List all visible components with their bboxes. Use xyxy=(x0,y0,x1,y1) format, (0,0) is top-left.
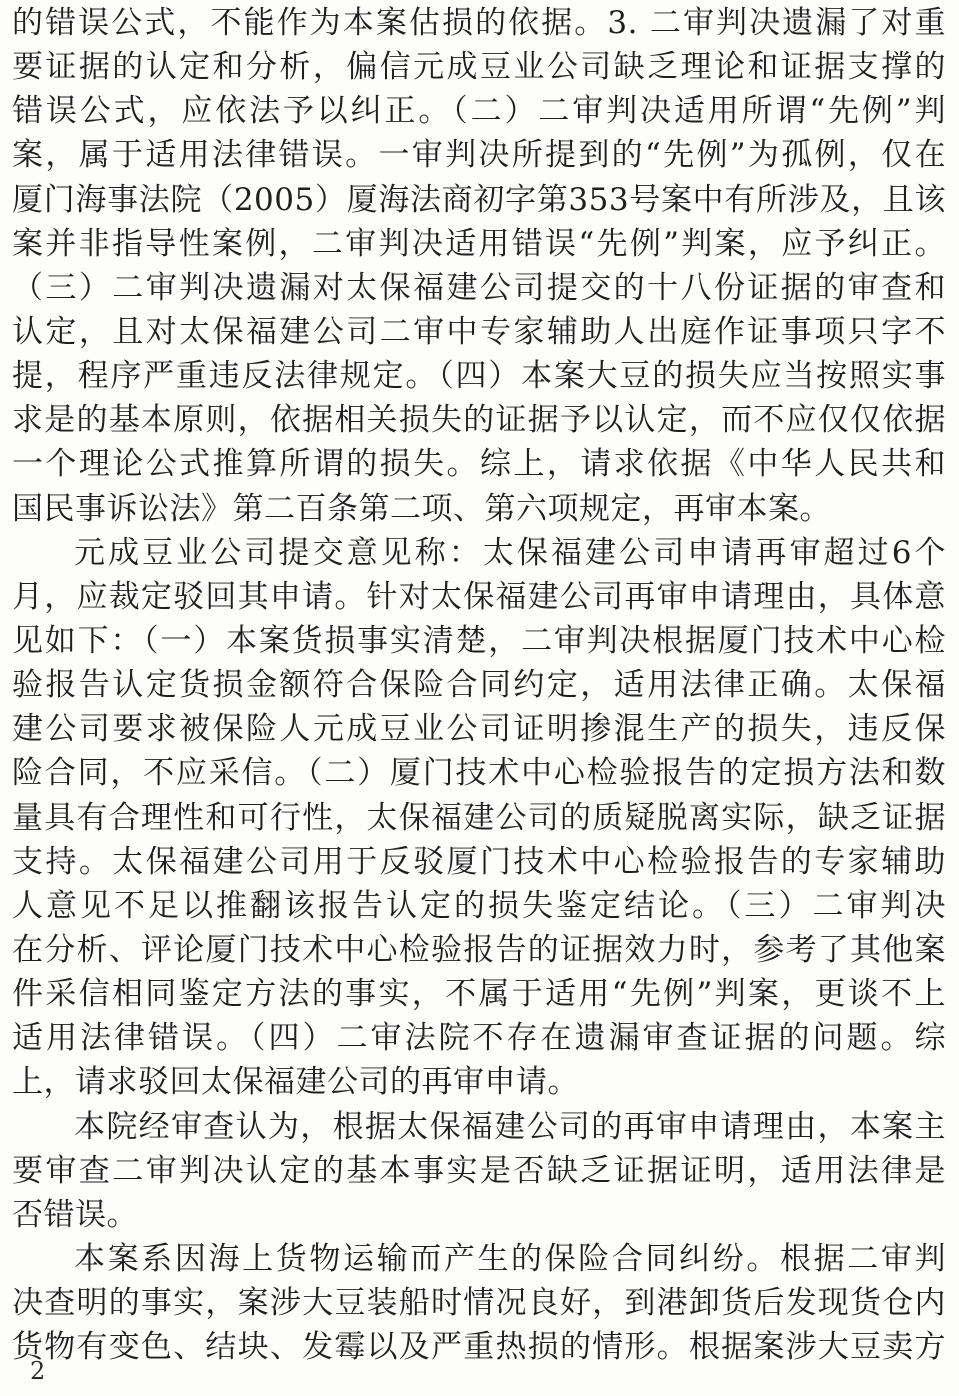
text-line: 验报告认定货损金额符合保险合同约定，适用法律正确。太保福 xyxy=(12,667,946,703)
text-line: 见如下：（一）本案货损事实清楚，二审判决根据厦门技术中心检 xyxy=(12,623,946,659)
text-line: 建公司要求被保险人元成豆业公司证明掺混生产的损失，违反保 xyxy=(12,711,946,747)
text-line: 元成豆业公司提交意见称：太保福建公司申请再审超过6个 xyxy=(74,535,946,571)
text-line: 案，属于适用法律错误。一审判决所提到的“先例”为孤例，仅在 xyxy=(12,137,946,173)
text-line: 险合同，不应采信。（二）厦门技术中心检验报告的定损方法和数 xyxy=(12,755,946,791)
text-line: 国民事诉讼法》第二百条第二项、第六项规定，再审本案。 xyxy=(12,491,831,527)
text-line: 月，应裁定驳回其申请。针对太保福建公司再审申请理由，具体意 xyxy=(12,579,946,615)
text-line: 人意见不足以推翻该报告认定的损失鉴定结论。（三）二审判决 xyxy=(12,888,946,924)
text-line: 决查明的事实，案涉大豆装船时情况良好，到港卸货后发现货仓内 xyxy=(12,1285,946,1321)
text-line: 提，程序严重违反法律规定。（四）本案大豆的损失应当按照实事 xyxy=(12,358,946,394)
text-line: 上，请求驳回太保福建公司的再审申请。 xyxy=(12,1064,579,1100)
text-line: 一个理论公式推算所谓的损失。综上，请求依据《中华人民共和 xyxy=(12,446,946,482)
text-line: 适用法律错误。（四）二审法院不存在遗漏审查证据的问题。综 xyxy=(12,1020,946,1056)
text-line: 否错误。 xyxy=(12,1197,138,1233)
text-line: 要证据的认定和分析，偏信元成豆业公司缺乏理论和证据支撑的 xyxy=(12,49,946,85)
text-line: 量具有合理性和可行性，太保福建公司的质疑脱离实际，缺乏证据 xyxy=(12,800,946,836)
page-number: 2 xyxy=(30,1357,46,1385)
text-line: 支持。太保福建公司用于反驳厦门技术中心检验报告的专家辅助 xyxy=(12,844,946,880)
text-line: 本案系因海上货物运输而产生的保险合同纠纷。根据二审判 xyxy=(74,1241,946,1277)
text-line: 错误公式，应依法予以纠正。（二）二审判决适用所谓“先例”判 xyxy=(12,93,946,129)
text-line: （三）二审判决遗漏对太保福建公司提交的十八份证据的审查和 xyxy=(12,270,946,306)
text-line: 案并非指导性案例，二审判决适用错误“先例”判案，应予纠正。 xyxy=(12,226,946,262)
text-line: 求是的基本原则，依据相关损失的证据予以认定，而不应仅仅依据 xyxy=(12,402,946,438)
text-line: 件采信相同鉴定方法的事实，不属于适用“先例”判案，更谈不上 xyxy=(12,976,946,1012)
text-line: 的错误公式，不能作为本案估损的依据。3. 二审判决遗漏了对重 xyxy=(12,5,946,41)
text-line: 在分析、评论厦门技术中心检验报告的证据效力时，参考了其他案 xyxy=(12,932,946,968)
text-line: 要审查二审判决认定的基本事实是否缺乏证据证明，适用法律是 xyxy=(12,1153,946,1189)
text-line: 认定，且对太保福建公司二审中专家辅助人出庭作证事项只字不 xyxy=(12,314,946,350)
text-line: 厦门海事法院（2005）厦海法商初字第353号案中有所涉及，且该 xyxy=(12,182,946,218)
text-line: 本院经审查认为，根据太保福建公司的再审申请理由，本案主 xyxy=(74,1109,946,1145)
text-line: 货物有变色、结块、发霉以及严重热损的情形。根据案涉大豆卖方 xyxy=(12,1329,946,1365)
